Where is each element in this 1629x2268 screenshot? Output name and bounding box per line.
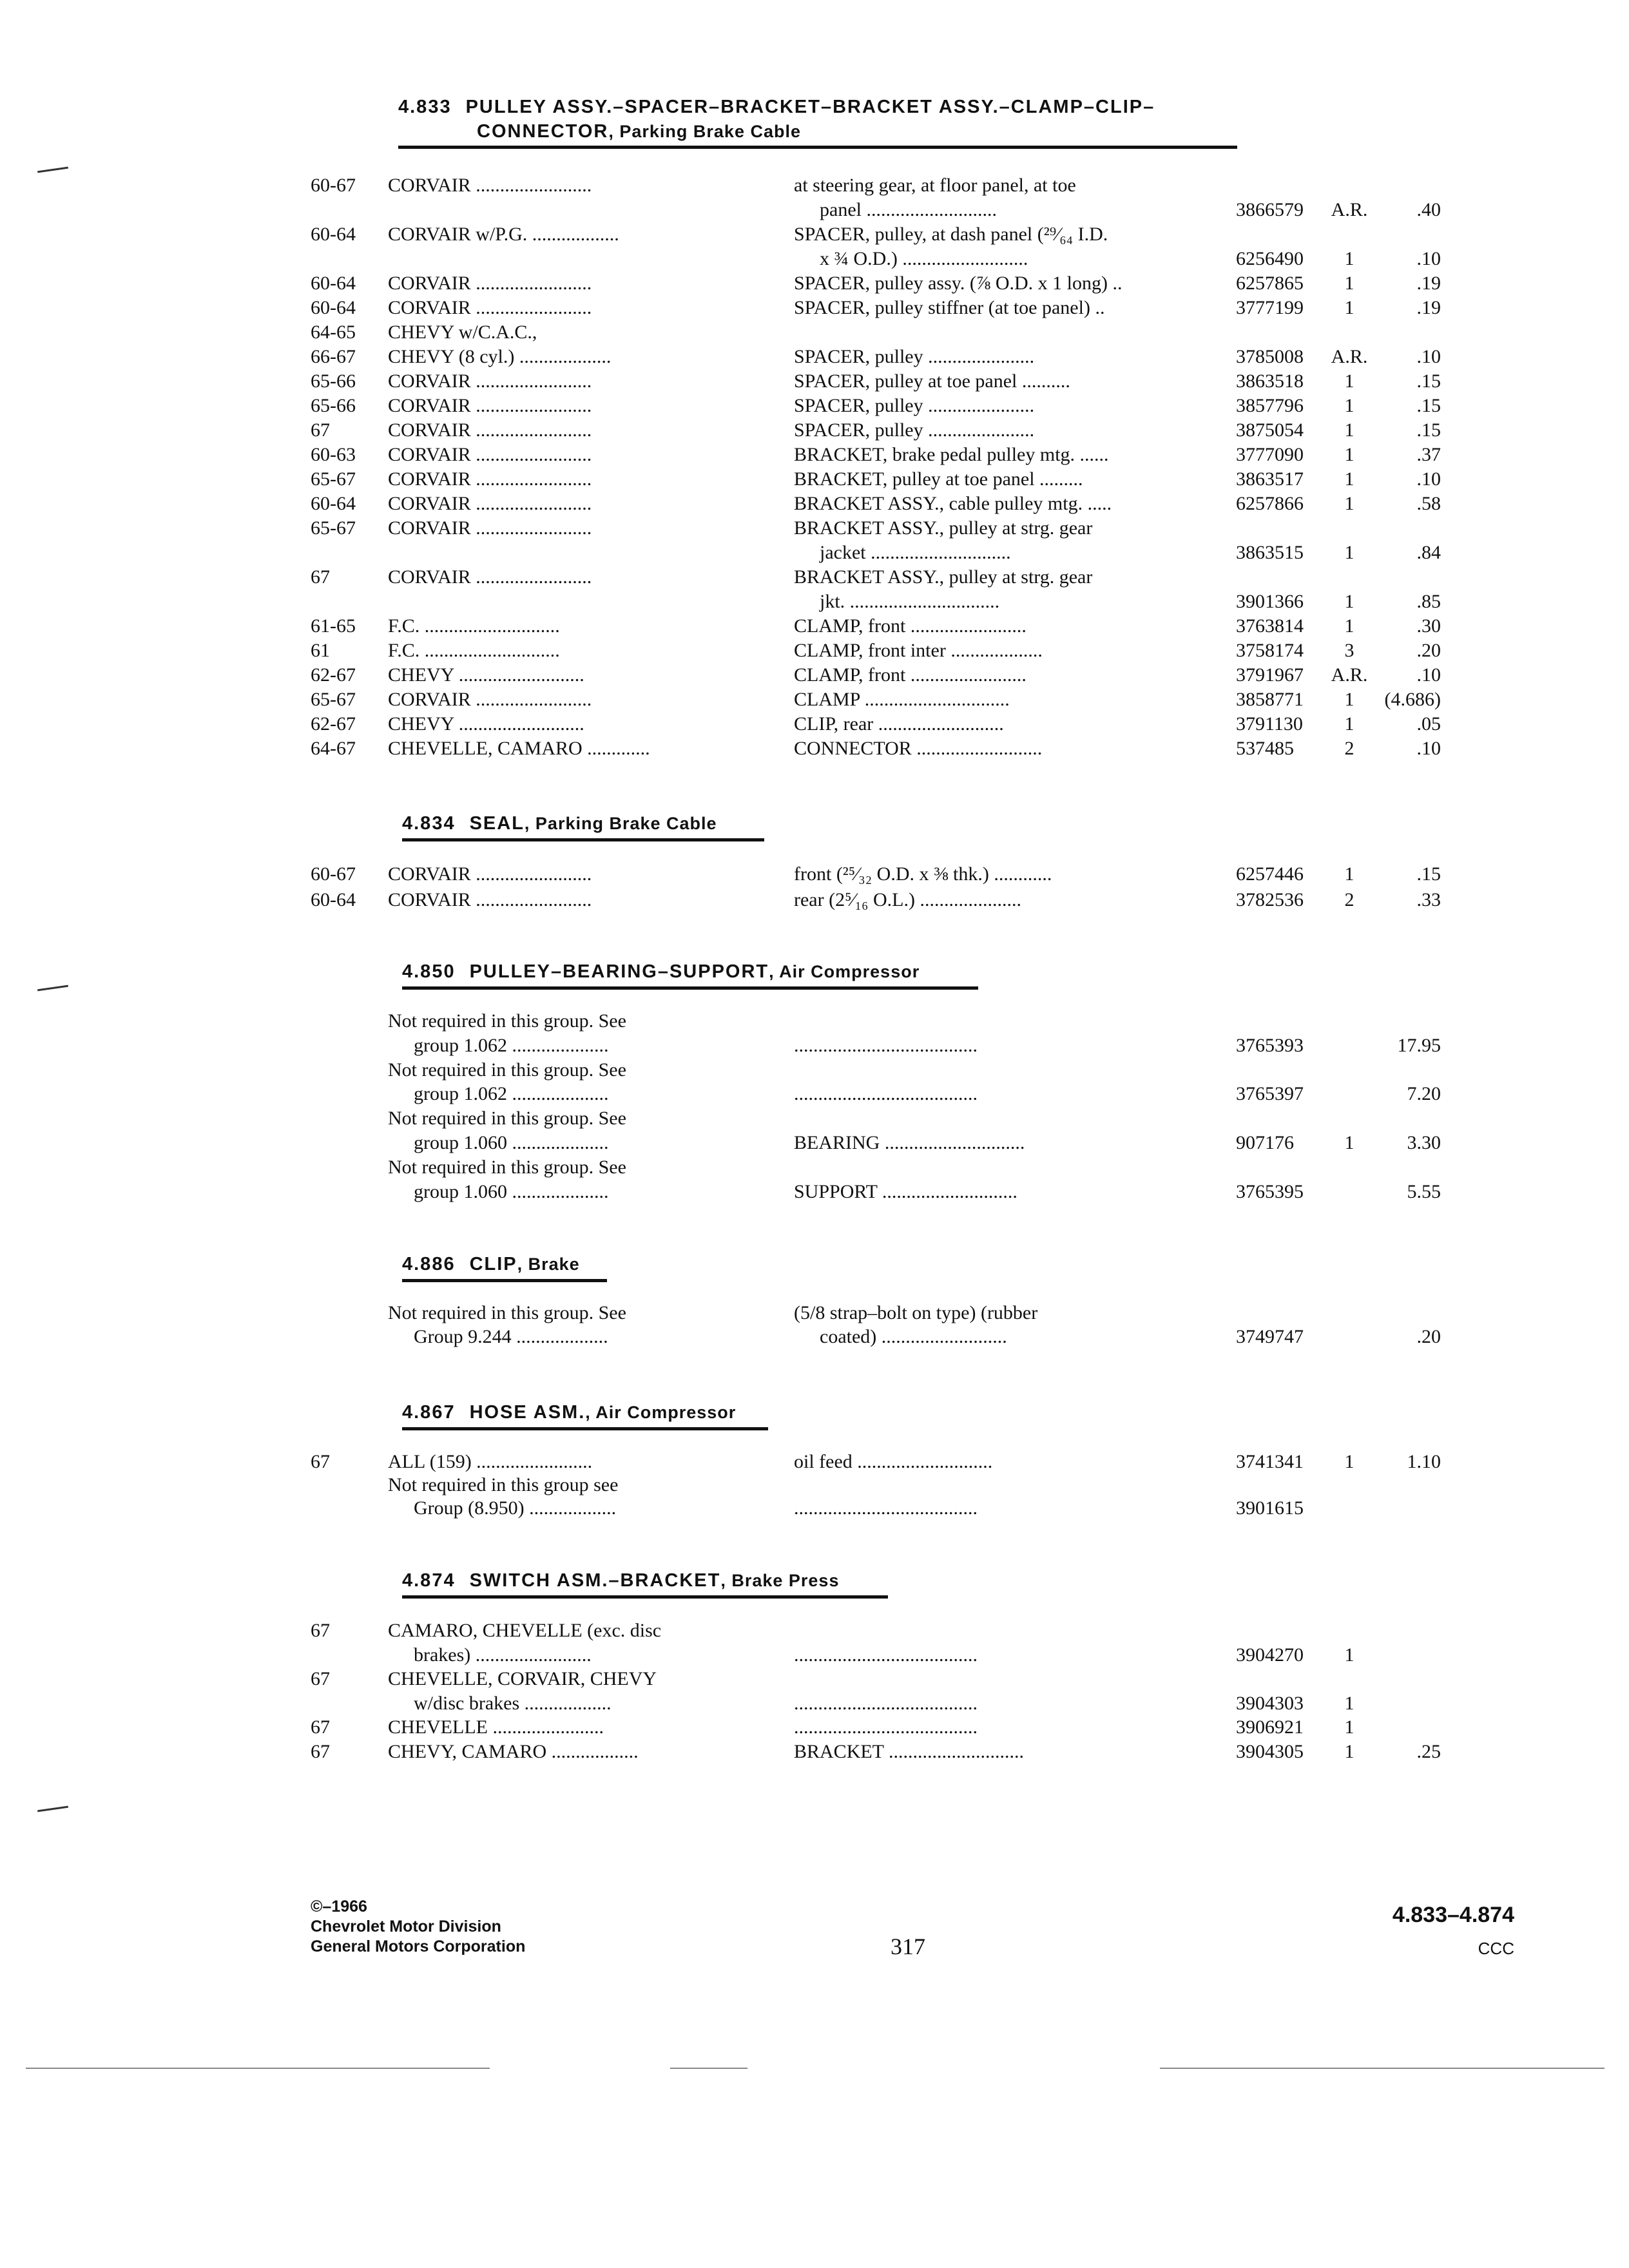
table-row (0, 1450, 1629, 1474)
table-row (0, 566, 1629, 589)
row-quantity: 1 (1344, 468, 1354, 490)
section-title: HOSE ASM. (469, 1402, 586, 1423)
table-row (0, 541, 1629, 564)
row-quantity: A.R. (1331, 346, 1368, 367)
corporation-name: General Motors Corporation (311, 1937, 526, 1956)
row-description: CONNECTOR .......................... (794, 738, 1043, 759)
row-quantity: 1 (1344, 689, 1354, 710)
row-model: CORVAIR ........................ (388, 468, 592, 490)
table-row (0, 321, 1629, 344)
row-quantity: 1 (1344, 419, 1354, 441)
section-title: PULLEY ASSY.–SPACER–BRACKET–BRACKET ASSY.–CLAMP–CLIP– (465, 97, 1155, 117)
table-row (0, 889, 1629, 912)
section-subtitle: , Parking Brake Cable (524, 814, 717, 833)
row-model: Group (8.950) .................. (414, 1497, 617, 1519)
row-years: 65-67 (311, 517, 356, 539)
row-price: .15 (1416, 419, 1441, 441)
row-years: 61 (311, 640, 330, 661)
row-part-number: 3901366 (1236, 591, 1304, 612)
table-row (0, 1740, 1629, 1763)
section-header-4833-line2 (477, 121, 801, 142)
section-number: 4.874 (402, 1570, 456, 1591)
section-rule (402, 1427, 768, 1430)
publisher-block (311, 1897, 525, 1957)
table-row (0, 1059, 1629, 1082)
group-range: 4.833–4.874 (1392, 1903, 1514, 1927)
row-model: CHEVY w/C.A.C., (388, 322, 537, 343)
table-row (0, 370, 1629, 393)
row-quantity: 3 (1344, 640, 1354, 661)
row-price: .15 (1416, 395, 1441, 416)
row-description: ...................................... (794, 1083, 978, 1105)
row-price: .19 (1416, 273, 1441, 294)
row-description: jkt. ............................... (820, 591, 1000, 612)
row-model: CHEVY .......................... (388, 664, 584, 686)
table-row (0, 223, 1629, 246)
row-years: 65-66 (311, 370, 356, 392)
row-model: CORVAIR ........................ (388, 273, 592, 294)
row-quantity: 1 (1344, 1692, 1354, 1714)
row-price: 5.55 (1407, 1180, 1441, 1202)
copyright: ©–1966 (311, 1898, 367, 1916)
row-years: 67 (311, 1741, 330, 1762)
row-part-number: 3765397 (1236, 1083, 1304, 1105)
row-description: SUPPORT ............................ (794, 1180, 1017, 1202)
row-price: .10 (1416, 346, 1441, 367)
table-row (0, 639, 1629, 662)
table-row (0, 863, 1629, 886)
row-quantity: 1 (1344, 297, 1354, 318)
row-description: SPACER, pulley assy. (⅞ O.D. x 1 long) .. (794, 273, 1123, 294)
row-part-number: 3857796 (1236, 395, 1304, 416)
row-part-number: 3777090 (1236, 444, 1304, 465)
row-description: panel ........................... (820, 199, 997, 220)
row-years: 60-67 (311, 863, 356, 885)
row-description: (5/8 strap–bolt on type) (rubber (794, 1302, 1038, 1323)
row-price: .10 (1416, 738, 1441, 759)
row-price: .10 (1416, 664, 1441, 686)
row-part-number: 3866579 (1236, 199, 1304, 220)
table-row (0, 1131, 1629, 1155)
section-number: 4.886 (402, 1254, 456, 1274)
section-rule (402, 1279, 607, 1282)
section-header-4833 (398, 97, 1155, 118)
row-part-number: 3863515 (1236, 542, 1304, 563)
row-part-number: 3765395 (1236, 1180, 1304, 1202)
row-part-number: 3901615 (1236, 1497, 1304, 1519)
row-years: 64-67 (311, 738, 356, 759)
row-quantity: 2 (1344, 889, 1354, 910)
row-description: ...................................... (794, 1692, 978, 1714)
section-rule (402, 1595, 888, 1599)
row-quantity: 1 (1344, 395, 1354, 416)
row-part-number: 3904305 (1236, 1741, 1304, 1762)
row-description: CLAMP, front ........................ (794, 664, 1027, 686)
row-part-number: 3791967 (1236, 664, 1304, 686)
row-years: 60-67 (311, 175, 356, 196)
row-description: SPACER, pulley stiffner (at toe panel) .. (794, 297, 1105, 318)
row-years: 67 (311, 1620, 330, 1641)
table-row (0, 1107, 1629, 1130)
row-model: Not required in this group. See (388, 1156, 626, 1178)
row-description: at steering gear, at floor panel, at toe (794, 175, 1076, 196)
row-model: CORVAIR ........................ (388, 370, 592, 392)
page-number: 317 (891, 1934, 925, 1959)
table-row (0, 737, 1629, 760)
row-model: F.C. ............................ (388, 615, 560, 637)
row-model: CHEVELLE ....................... (388, 1716, 604, 1738)
section-rule (402, 986, 978, 990)
row-model: CORVAIR ........................ (388, 517, 592, 539)
row-years: 60-64 (311, 297, 356, 318)
group-range-block (1340, 1898, 1514, 1965)
row-model: CHEVELLE, CAMARO ............. (388, 738, 650, 759)
section-number: 4.867 (402, 1402, 456, 1423)
row-model: w/disc brakes .................. (414, 1692, 612, 1714)
row-model: F.C. ............................ (388, 640, 560, 661)
row-part-number: 3758174 (1236, 640, 1304, 661)
table-row (0, 247, 1629, 271)
row-model: CHEVY .......................... (388, 713, 584, 735)
row-price: 17.95 (1397, 1034, 1441, 1056)
row-description: SPACER, pulley ...................... (794, 419, 1035, 441)
row-part-number: 3791130 (1236, 713, 1303, 735)
section-header-4834 (402, 813, 717, 834)
row-part-number: 3763814 (1236, 615, 1304, 637)
section-header-4874 (402, 1570, 839, 1591)
margin-mark (37, 985, 68, 992)
row-years: 65-67 (311, 689, 356, 710)
row-description: ...................................... (794, 1034, 978, 1056)
section-rule (402, 838, 764, 841)
table-row (0, 1156, 1629, 1179)
row-quantity: 1 (1344, 444, 1354, 465)
table-row (0, 1180, 1629, 1204)
margin-mark (37, 1806, 68, 1812)
table-row (0, 419, 1629, 442)
row-quantity: 1 (1344, 370, 1354, 392)
row-description: rear (2⁵⁄₁₆ O.L.) ..................... (794, 889, 1021, 910)
row-years: 60-64 (311, 889, 356, 910)
table-row (0, 1010, 1629, 1033)
row-price: .37 (1416, 444, 1441, 465)
table-row (0, 1034, 1629, 1057)
row-model: CORVAIR ........................ (388, 175, 592, 196)
bottom-rule (1160, 2068, 1605, 2069)
row-quantity: 1 (1344, 1644, 1354, 1666)
row-model: brakes) ........................ (414, 1644, 592, 1666)
row-model: Not required in this group. See (388, 1302, 626, 1323)
row-description: BRACKET, brake pedal pulley mtg. ...... (794, 444, 1109, 465)
row-part-number: 6257866 (1236, 493, 1304, 514)
row-model: Not required in this group. See (388, 1010, 626, 1032)
bottom-rule (670, 2068, 747, 2069)
row-model: Group 9.244 ................... (414, 1326, 608, 1347)
table-row (0, 1619, 1629, 1642)
section-title: SWITCH ASM.–BRACKET (469, 1570, 721, 1591)
section-title-line2: CONNECTOR (477, 121, 609, 142)
row-price: .10 (1416, 468, 1441, 490)
row-model: CHEVY, CAMARO .................. (388, 1741, 639, 1762)
row-part-number: 3904303 (1236, 1692, 1304, 1714)
table-row (0, 1497, 1629, 1520)
table-row (0, 1325, 1629, 1349)
row-part-number: 6257865 (1236, 273, 1304, 294)
section-number: 4.833 (398, 97, 452, 117)
row-model: CAMARO, CHEVELLE (exc. disc (388, 1620, 662, 1641)
row-model: CORVAIR ........................ (388, 297, 592, 318)
row-quantity: 1 (1344, 1132, 1354, 1153)
row-price: .30 (1416, 615, 1441, 637)
row-years: 62-67 (311, 713, 356, 735)
catalog-code: CCC (1478, 1939, 1514, 1958)
row-part-number: 907176 (1236, 1132, 1294, 1153)
table-row (0, 1302, 1629, 1325)
row-model: CORVAIR w/P.G. .................. (388, 224, 619, 245)
row-quantity: 1 (1344, 615, 1354, 637)
row-part-number: 6256490 (1236, 248, 1304, 269)
row-description: ...................................... (794, 1497, 978, 1519)
row-description: oil feed ............................ (794, 1451, 993, 1472)
row-part-number: 3765393 (1236, 1034, 1304, 1056)
row-price: .19 (1416, 297, 1441, 318)
table-row (0, 615, 1629, 638)
row-model: CORVAIR ........................ (388, 566, 592, 588)
table-row (0, 296, 1629, 320)
table-row (0, 394, 1629, 418)
table-row (0, 1644, 1629, 1667)
row-model: group 1.062 .................... (414, 1034, 609, 1056)
table-row (0, 688, 1629, 711)
row-model: group 1.060 .................... (414, 1180, 609, 1202)
row-description: CLAMP .............................. (794, 689, 1010, 710)
table-row (0, 1667, 1629, 1691)
row-years: 61-65 (311, 615, 356, 637)
section-subtitle: , Brake Press (720, 1571, 840, 1590)
row-description: jacket ............................. (820, 542, 1011, 563)
row-price: 7.20 (1407, 1083, 1441, 1105)
bottom-rule (26, 2068, 490, 2069)
row-price: .84 (1416, 542, 1441, 563)
row-years: 60-64 (311, 493, 356, 514)
row-description: SPACER, pulley ...................... (794, 395, 1035, 416)
row-years: 62-67 (311, 664, 356, 686)
row-quantity: A.R. (1331, 664, 1368, 686)
row-years: 60-63 (311, 444, 356, 465)
row-years: 67 (311, 419, 330, 441)
row-price: .25 (1416, 1741, 1441, 1762)
row-quantity: 1 (1344, 591, 1354, 612)
row-description: SPACER, pulley, at dash panel (²⁹⁄₆₄ I.D. (794, 224, 1108, 245)
row-description: SPACER, pulley at toe panel .......... (794, 370, 1070, 392)
row-quantity: 1 (1344, 248, 1354, 269)
table-row (0, 345, 1629, 369)
section-subtitle: , Air Compressor (585, 1403, 737, 1422)
row-description: SPACER, pulley ...................... (794, 346, 1035, 367)
row-description: ...................................... (794, 1644, 978, 1666)
row-years: 67 (311, 566, 330, 588)
section-rule (398, 146, 1237, 149)
row-part-number: 3906921 (1236, 1716, 1304, 1738)
row-quantity: 1 (1344, 1451, 1354, 1472)
section-title: PULLEY–BEARING–SUPPORT (469, 961, 769, 982)
section-subtitle: , Air Compressor (769, 962, 920, 981)
table-row (0, 174, 1629, 197)
row-model: CORVAIR ........................ (388, 419, 592, 441)
row-years: 66-67 (311, 346, 356, 367)
row-price: .15 (1416, 370, 1441, 392)
row-years: 60-64 (311, 224, 356, 245)
row-description: BRACKET ASSY., cable pulley mtg. ..... (794, 493, 1112, 514)
row-part-number: 6257446 (1236, 863, 1304, 885)
row-quantity: 1 (1344, 1716, 1354, 1738)
table-row (0, 468, 1629, 491)
row-price: .05 (1416, 713, 1441, 735)
row-price: .85 (1416, 591, 1441, 612)
row-price: .20 (1416, 640, 1441, 661)
row-price: .15 (1416, 863, 1441, 885)
row-description: BRACKET ............................ (794, 1741, 1024, 1762)
row-description: BRACKET ASSY., pulley at strg. gear (794, 566, 1093, 588)
row-price: .10 (1416, 248, 1441, 269)
row-part-number: 3749747 (1236, 1326, 1304, 1347)
row-description: CLAMP, front ........................ (794, 615, 1027, 637)
row-model: group 1.062 .................... (414, 1083, 609, 1105)
row-quantity: 1 (1344, 863, 1354, 885)
row-model: Not required in this group. See (388, 1108, 626, 1129)
row-price: .33 (1416, 889, 1441, 910)
row-model: CORVAIR ........................ (388, 395, 592, 416)
section-header-4867 (402, 1402, 736, 1423)
row-price: 1.10 (1407, 1451, 1441, 1472)
row-description: x ¾ O.D.) .......................... (820, 248, 1028, 269)
row-price: .40 (1416, 199, 1441, 220)
row-model: ALL (159) ........................ (388, 1451, 593, 1472)
row-model: CORVAIR ........................ (388, 444, 592, 465)
row-quantity: 1 (1344, 493, 1354, 514)
section-subtitle: , Parking Brake Cable (608, 122, 801, 141)
row-description: coated) .......................... (820, 1326, 1007, 1347)
row-part-number: 3777199 (1236, 297, 1304, 318)
row-part-number: 3863518 (1236, 370, 1304, 392)
row-model: Not required in this group see (388, 1474, 619, 1495)
row-description: CLAMP, front inter ................... (794, 640, 1043, 661)
row-years: 67 (311, 1668, 330, 1690)
table-row (0, 1692, 1629, 1715)
table-row (0, 443, 1629, 466)
row-years: 67 (311, 1716, 330, 1738)
division-name: Chevrolet Motor Division (311, 1917, 501, 1936)
section-number: 4.850 (402, 961, 456, 982)
row-quantity: 1 (1344, 713, 1354, 735)
row-model: group 1.060 .................... (414, 1132, 609, 1153)
table-row (0, 517, 1629, 540)
table-row (0, 1716, 1629, 1739)
row-years: 65-66 (311, 395, 356, 416)
row-quantity: 1 (1344, 542, 1354, 563)
row-description: BEARING ............................. (794, 1132, 1025, 1153)
row-model: CORVAIR ........................ (388, 863, 592, 885)
row-part-number: 3875054 (1236, 419, 1304, 441)
row-part-number: 3904270 (1236, 1644, 1304, 1666)
row-description: front (²⁵⁄₃₂ O.D. x ⅜ thk.) ............ (794, 863, 1052, 885)
table-row (0, 1474, 1629, 1497)
row-model: CHEVELLE, CORVAIR, CHEVY (388, 1668, 657, 1690)
row-part-number: 3785008 (1236, 346, 1304, 367)
table-row (0, 272, 1629, 295)
row-part-number: 3741341 (1236, 1451, 1304, 1472)
row-description: CLIP, rear .......................... (794, 713, 1004, 735)
row-years: 64-65 (311, 322, 356, 343)
row-description: ...................................... (794, 1716, 978, 1738)
row-model: CORVAIR ........................ (388, 689, 592, 710)
row-part-number: 537485 (1236, 738, 1294, 759)
row-years: 60-64 (311, 273, 356, 294)
table-row (0, 664, 1629, 687)
row-price: .58 (1416, 493, 1441, 514)
section-title: CLIP (469, 1254, 517, 1274)
section-title: SEAL (469, 813, 525, 834)
row-description: BRACKET ASSY., pulley at strg. gear (794, 517, 1093, 539)
row-model: CORVAIR ........................ (388, 493, 592, 514)
row-quantity: 1 (1344, 1741, 1354, 1762)
row-model: CHEVY (8 cyl.) ................... (388, 346, 612, 367)
row-quantity: 1 (1344, 273, 1354, 294)
row-years: 67 (311, 1451, 330, 1472)
table-row (0, 590, 1629, 613)
row-description: BRACKET, pulley at toe panel ......... (794, 468, 1083, 490)
row-years: 65-67 (311, 468, 356, 490)
table-row (0, 492, 1629, 515)
section-subtitle: , Brake (517, 1254, 580, 1274)
table-row (0, 198, 1629, 222)
row-price: (4.686) (1384, 689, 1441, 710)
row-part-number: 3782536 (1236, 889, 1304, 910)
row-quantity: 2 (1344, 738, 1354, 759)
row-model: Not required in this group. See (388, 1059, 626, 1081)
row-price: 3.30 (1407, 1132, 1441, 1153)
section-number: 4.834 (402, 813, 456, 834)
section-header-4850 (402, 961, 920, 983)
table-row (0, 713, 1629, 736)
row-price: .20 (1416, 1326, 1441, 1347)
table-row (0, 1082, 1629, 1106)
row-quantity: A.R. (1331, 199, 1368, 220)
margin-mark (37, 167, 68, 173)
section-header-4886 (402, 1254, 580, 1275)
row-part-number: 3863517 (1236, 468, 1304, 490)
row-part-number: 3858771 (1236, 689, 1304, 710)
row-model: CORVAIR ........................ (388, 889, 592, 910)
